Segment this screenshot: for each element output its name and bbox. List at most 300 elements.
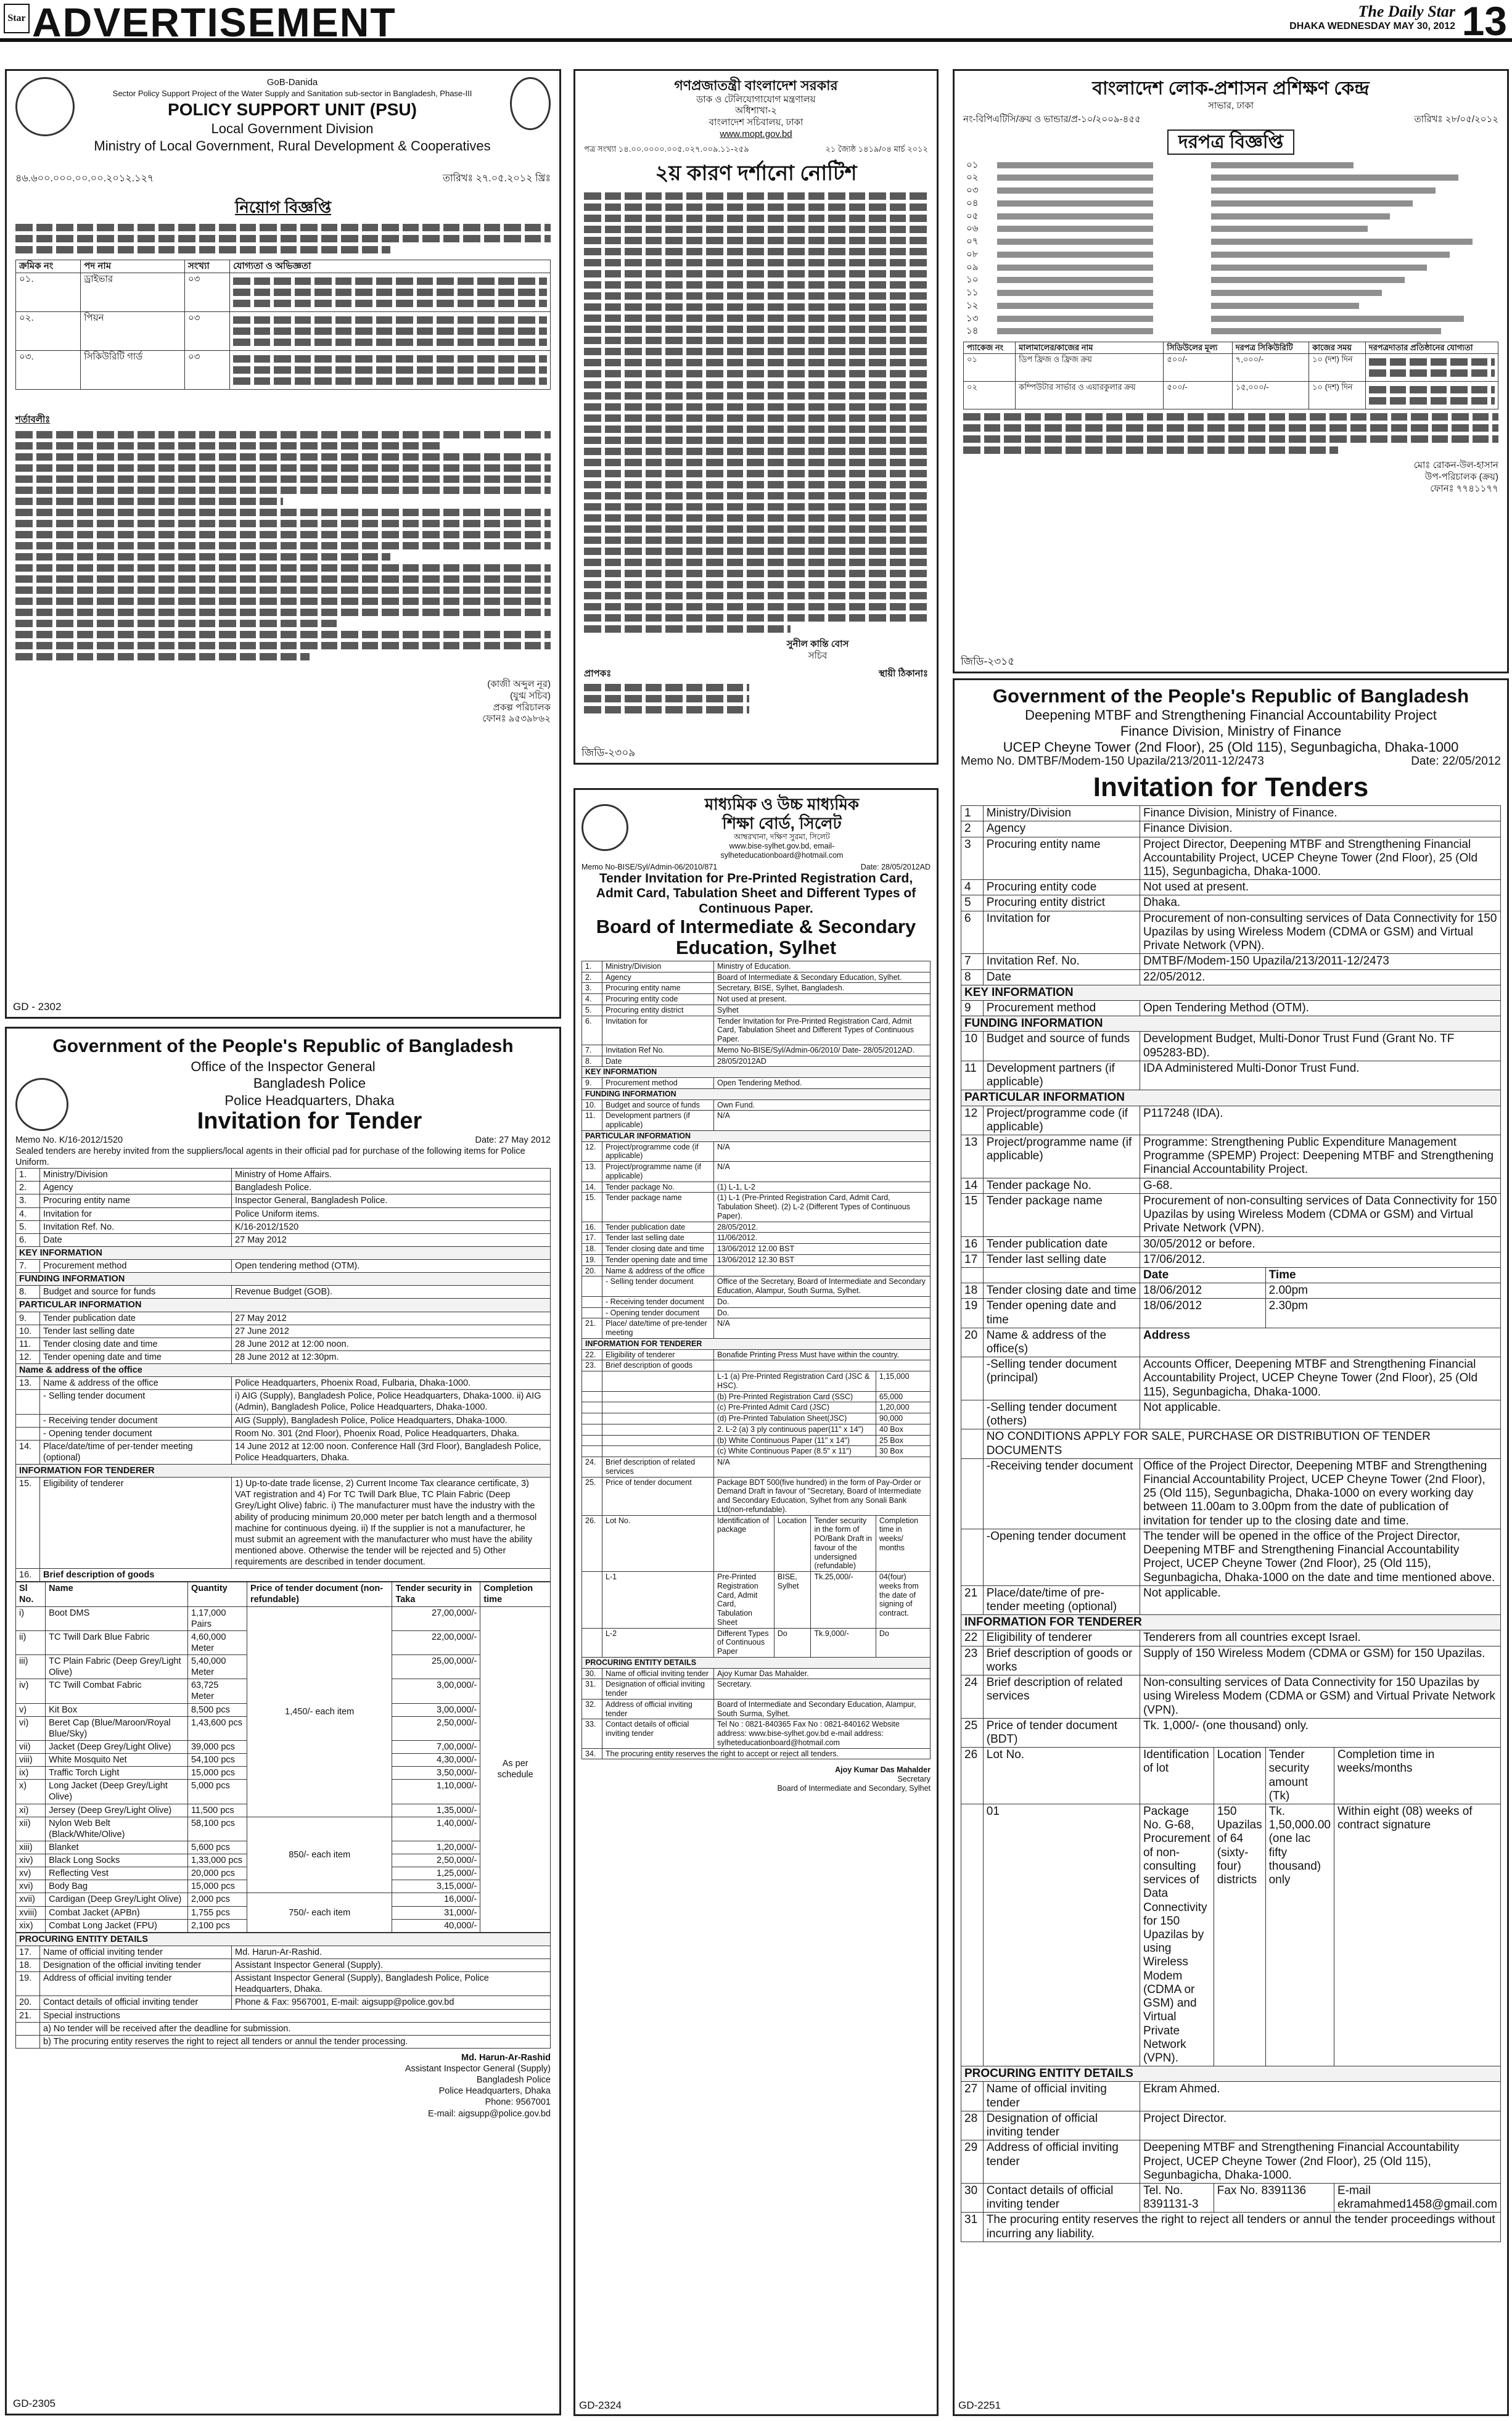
cell: Tk. 1,000/- (one thousand) only. (1140, 1718, 1500, 1747)
cell: 5 (961, 895, 984, 911)
table-row (961, 1283, 1501, 1299)
cell: 22,00,000/- (392, 1630, 480, 1654)
cell: Not used at present. (1140, 880, 1500, 895)
table-row (961, 1646, 1501, 1675)
psu-division: Local Government Division (211, 121, 374, 136)
cell: Lot No. (602, 1515, 714, 1572)
cell: The tender will be opened in the office of the Project Director, Deepening MTBF and Strengthening Financial Accountability Project, UCEP Cheyne Tower (2nd Floor), 25 (Old 115), Segunbagicha, Dhaka-1000 on the date and time mentioned above. (1140, 1529, 1500, 1585)
post-signature (707, 639, 928, 662)
police-title: Invitation for Tender (197, 1108, 422, 1134)
cell: 20. (16, 1996, 40, 2009)
cell: Date (40, 1233, 232, 1246)
table-row (582, 1100, 931, 1111)
cell: Designation of the official inviting tender (40, 1959, 232, 1972)
bpatc-footer-text (963, 413, 1498, 454)
col-completion: Completion time (480, 1582, 551, 1606)
police-logo (15, 1078, 68, 1131)
cell: Finance Division, Ministry of Finance. (1140, 806, 1500, 821)
cell: 24 (961, 1675, 984, 1719)
table-row (16, 273, 551, 312)
cell: Tender opening date and time (602, 1254, 714, 1265)
cell: - Selling tender document (40, 1390, 232, 1414)
table-row (582, 1748, 931, 1759)
table-row (582, 1276, 931, 1297)
table-row (961, 2082, 1501, 2111)
col-package: প্যাকেজ নং (964, 342, 1016, 354)
table-row (961, 1529, 1501, 1585)
table-row (963, 313, 1498, 326)
cell: Deepening MTBF and Strengthening Financial Accountability Project, UCEP Cheyne Tower (2nd Floor), 25 (Old 115), Segunbagicha, Dhaka-1000. (1140, 2140, 1500, 2184)
cell: Body Bag (46, 1880, 188, 1893)
cell: ১১ (966, 287, 979, 298)
cell: Tender closing date and time (983, 1283, 1140, 1299)
table-row (963, 223, 1498, 236)
table-row (961, 1193, 1501, 1236)
cell: Cardigan (Deep Grey/Light Olive) (46, 1893, 188, 1906)
row-value-text (1208, 171, 1498, 184)
cell: 17. (16, 1946, 40, 1959)
cell: Black Long Socks (46, 1854, 188, 1867)
cell: TC Twill Dark Blue Fabric (46, 1630, 188, 1654)
row-label-text (994, 249, 1208, 261)
cell: Tender opening date and time (983, 1299, 1140, 1328)
cell: Tender last selling date (983, 1252, 1140, 1267)
cell: PARTICULAR INFORMATION (582, 1130, 931, 1141)
cell: ৫০০/- (1164, 382, 1232, 409)
cell: Not applicable. (1140, 1585, 1500, 1614)
row-label-text (994, 210, 1208, 223)
bise-memo: Memo No-BISE/Syl/Admin-06/2010/871 (581, 862, 718, 871)
section-label: KEY INFORMATION (16, 1246, 551, 1259)
police-advertisement (5, 1027, 561, 2415)
row-label-text (994, 197, 1208, 210)
cell: Tender security in the form of PO/Bank Draft in favour of the undersigned (refundable) (811, 1515, 876, 1572)
cell: 27 June 2012 (232, 1325, 551, 1338)
cell: viii) (16, 1754, 46, 1767)
sign-name: সুনীল কান্তি বোস (786, 639, 849, 650)
cell: ix) (16, 1767, 46, 1780)
table-row (961, 806, 1501, 821)
table-row (961, 1458, 1501, 1529)
cell: 28 June 2012 at 12:30pm. (232, 1350, 551, 1363)
cell: 25 (961, 1718, 984, 1747)
cell: - Opening tender document (602, 1307, 714, 1318)
section-row (16, 1299, 551, 1312)
cell (582, 1402, 602, 1413)
cell: Revenue Budget (GOB). (232, 1286, 551, 1299)
cell: Procurement of non-consulting services of Data Connectivity for 150 Upazilas by using Wireless Modem (CDMA or GSM) and Virtual Private Network (VPN). (1140, 911, 1500, 954)
cell: 16 (961, 1236, 984, 1252)
cell: 19 (961, 1299, 984, 1328)
cell: - Selling tender document (602, 1276, 714, 1297)
bpatc-lot-table (963, 342, 1498, 409)
table-row (16, 1606, 551, 1630)
table-row (16, 1996, 551, 2009)
cell: N/A (714, 1318, 931, 1339)
cell: 3. (16, 1194, 40, 1207)
cell: 1. (16, 1169, 40, 1182)
post-body-text (584, 192, 928, 633)
bise-sylhet-tender (573, 788, 939, 2416)
cell: Procuring entity code (983, 880, 1140, 895)
finance-memo: Memo No. DMTBF/Modem-150 Upazila/213/2011-12/2473 (961, 755, 1264, 768)
cell (582, 1628, 602, 1657)
cell: 23. (582, 1360, 602, 1371)
psu-signature-block (15, 679, 551, 725)
table-row (963, 171, 1498, 184)
table-row (582, 1446, 931, 1457)
cell: (d) Pre-Printed Tabulation Sheet(JSC) (714, 1413, 876, 1424)
cell: 1,25,000/- (392, 1867, 480, 1880)
cell: 1,20,000 (876, 1402, 930, 1413)
bise-table (581, 961, 931, 1760)
sign-title: Assistant Inspector General (Supply) (405, 2064, 551, 2074)
cell: Md. Harun-Ar-Rashid. (232, 1946, 551, 1959)
cell (582, 1572, 602, 1629)
section-row (961, 1090, 1501, 1106)
ad-code: GD-2324 (579, 2399, 622, 2411)
bpatc-info-table (963, 159, 1498, 339)
table-row (582, 1193, 931, 1222)
cell: Open Tendering Method. (714, 1078, 931, 1089)
cell: Address of official inviting tender (983, 2140, 1140, 2184)
cell: Bonafide Printing Press Must have within the country. (714, 1349, 931, 1360)
cell: 2. L-2 (a) 3 ply continuous paper(11" x 14") (714, 1424, 876, 1435)
cell: Date (602, 1056, 714, 1067)
cell: - Opening tender document (40, 1427, 232, 1440)
cell: Invitation for (983, 911, 1140, 954)
row-label-text (994, 325, 1208, 338)
table-row (582, 1477, 931, 1515)
cell: Project Director, Deepening MTBF and Strengthening Financial Accountability Project, UCEP Cheyne Tower (2nd Floor), 25 (Old 115), Segunbagicha, Dhaka-1000. (1140, 837, 1500, 880)
cell: 1,43,600 pcs (187, 1716, 247, 1740)
cell: Invitation for (602, 1016, 714, 1045)
cell: Do (876, 1628, 930, 1657)
section-row (582, 1130, 931, 1141)
cell: 34. (582, 1748, 602, 1759)
cell: Time (1265, 1267, 1500, 1283)
cell: ০৬ (966, 223, 979, 234)
cell: 1 (961, 806, 984, 821)
cell: 13. (582, 1162, 602, 1182)
sign-phone: Phone: 9567001 (485, 2097, 551, 2108)
cell: ০৯ (966, 261, 979, 273)
cell: PROCURING ENTITY DETAILS (961, 2066, 1501, 2082)
cell: Boot DMS (46, 1606, 188, 1630)
bise-web: www.bise-sylhet.gov.bd, email- (729, 842, 835, 851)
cell: ০৮ (966, 249, 979, 260)
table-row (16, 1260, 551, 1273)
table-row (963, 184, 1498, 197)
cell: Date (983, 969, 1140, 985)
table-row (961, 1001, 1501, 1016)
cell: -Selling tender document (principal) (983, 1357, 1140, 1400)
cell: Combat Long Jacket (FPU) (46, 1919, 188, 1932)
cell: Ministry of Home Affairs. (232, 1169, 551, 1182)
cell: 1,10,000/- (392, 1780, 480, 1804)
cell (602, 1371, 714, 1392)
cell: Procuring entity district (983, 895, 1140, 911)
table-row (961, 1748, 1501, 1804)
psu-intro-text (15, 224, 551, 253)
cell: ১৪ (966, 326, 979, 337)
table-row (961, 1328, 1501, 1357)
cell: 18. (16, 1959, 40, 1972)
table-row (963, 274, 1498, 287)
newspaper-logo: Star (4, 4, 30, 33)
cell: Designation of official inviting tender (983, 2111, 1140, 2140)
cell: Invitation Ref. No. (983, 954, 1140, 969)
cell: 8,500 pcs (187, 1703, 247, 1716)
table-row (963, 197, 1498, 210)
cell: 18 (961, 1283, 984, 1299)
cell (582, 1446, 602, 1457)
eligibility-text (1365, 354, 1498, 382)
table-row (16, 1350, 551, 1363)
cell: L-2 (602, 1628, 714, 1657)
cell: 29 (961, 2140, 984, 2184)
cell: 31,000/- (392, 1906, 480, 1919)
cell: 9 (961, 1001, 984, 1016)
table-row (964, 382, 1498, 409)
cell: Office of the Secretary, Board of Intermediate and Secondary Education, Alampur, South Surma, Sylhet. (714, 1276, 931, 1297)
table-row (961, 2183, 1501, 2212)
row-label-text (994, 261, 1208, 274)
cell: xix) (16, 1919, 46, 1932)
col-security: Tender security in Taka (392, 1582, 480, 1606)
bpatc-date: তারিখঃ ২৮/০৫/২০১২ (1414, 114, 1498, 125)
section-label: Name & address of the office (16, 1364, 551, 1377)
bpatc-signature (963, 460, 1498, 495)
section-row (582, 1657, 931, 1668)
post-gov: গণপ্রজাতন্ত্রী বাংলাদেশ সরকার (674, 78, 838, 93)
cell: ০৩. (16, 351, 81, 390)
newspaper-name: The Daily Star (1358, 2, 1455, 20)
row-label-text (994, 313, 1208, 326)
cell: Procuring entity name (983, 837, 1140, 880)
cell: 19. (582, 1254, 602, 1265)
cell: 30. (582, 1668, 602, 1679)
post-branch: অধিশাখা-২ (735, 105, 777, 117)
cell: 1,17,000 Pairs (187, 1606, 247, 1630)
cell: 27,00,000/- (392, 1606, 480, 1630)
cell: Brief description of related services (602, 1457, 714, 1478)
cell: Name & address of the office (602, 1265, 714, 1276)
cell: xii) (16, 1817, 46, 1841)
cell: Procuring entity district (602, 1005, 714, 1016)
row-value-text (1208, 249, 1498, 261)
cell: v) (16, 1703, 46, 1716)
col-sl: Sl No. (16, 1582, 46, 1606)
cell: Development partners (if applicable) (983, 1061, 1140, 1090)
table-row (582, 1628, 931, 1657)
cell: 2,50,000/- (392, 1854, 480, 1867)
section-label: INFORMATION FOR TENDERER (16, 1465, 551, 1478)
bise-logo (581, 804, 628, 851)
cell: AIG (Supply), Bangladesh Police, Police Headquarters, Dhaka-1000. (232, 1414, 551, 1427)
cell: N/A (714, 1457, 931, 1478)
cell: TC Plain Fabric (Deep Grey/Light Olive) (46, 1655, 188, 1679)
cell: The procuring entity reserves the right to accept or reject all tenders. (602, 1748, 931, 1759)
table-row (16, 1286, 551, 1299)
cell: 2,50,000/- (392, 1716, 480, 1740)
danida-logo (510, 77, 551, 130)
cell: K/16-2012/1520 (232, 1220, 551, 1233)
table-row (16, 1478, 551, 1569)
cell: Ministry/Division (602, 961, 714, 972)
cell: 7 (961, 954, 984, 969)
cell: Beret Cap (Blue/Maroon/Royal Blue/Sky) (46, 1716, 188, 1740)
cell: G-68. (1140, 1178, 1500, 1193)
ad-code: জিডি-২৩০৯ (581, 746, 636, 758)
cell: Long Jacket (Deep Grey/Light Olive) (46, 1780, 188, 1804)
table-row (961, 880, 1501, 895)
cell: 9. (582, 1078, 602, 1089)
cell: N/A (714, 1162, 931, 1182)
cell: 11 (961, 1061, 984, 1090)
cell: 5,40,000 Meter (187, 1655, 247, 1679)
row-label-text (994, 287, 1208, 300)
cell: Tender security amount (Tk) (1265, 1748, 1334, 1804)
cell: Procurement method (602, 1078, 714, 1089)
table-row (582, 972, 931, 983)
table-row (963, 261, 1498, 274)
cell: Tender Invitation for Pre-Printed Registration Card, Admit Card, Tabulation Sheet and Different Types of Continuous Paper. (714, 1016, 931, 1045)
cell: ৭,০০০/- (1232, 354, 1309, 382)
row-value-text (1208, 313, 1498, 326)
table-row (582, 961, 931, 972)
cell: 30/05/2012 or before. (1140, 1236, 1500, 1252)
cell (961, 1267, 984, 1283)
cell: Jersey (Deep Grey/Light Olive) (46, 1804, 188, 1817)
cell: L-1 (602, 1572, 714, 1629)
table-row (961, 954, 1501, 969)
table-row (582, 994, 931, 1005)
cell: Kit Box (46, 1703, 188, 1716)
cell: সিকিউরিটি গার্ড (81, 351, 185, 390)
cell: 13. (16, 1377, 40, 1390)
table-row (16, 1569, 551, 1582)
cell: Project/programme name (if applicable) (983, 1135, 1140, 1178)
cell: Tender closing date and time (40, 1338, 232, 1350)
cell: 1,755 pcs (187, 1906, 247, 1919)
cell: Budget and source for funds (40, 1286, 232, 1299)
cell (961, 1357, 984, 1400)
police-table (15, 1168, 551, 1582)
cell: xi) (16, 1804, 46, 1817)
sign-org: Board of Intermediate and Secondary, Sylhet (777, 1783, 931, 1793)
bpatc-tender-notice (953, 69, 1509, 673)
table-row (961, 1178, 1501, 1193)
cell (582, 1371, 602, 1392)
cell: 7. (582, 1045, 602, 1056)
cell: 12. (582, 1141, 602, 1162)
cell: 21 (961, 1585, 984, 1614)
cell: PARTICULAR INFORMATION (961, 1090, 1501, 1106)
cell: Ministry/Division (40, 1169, 232, 1182)
table-row (16, 1817, 551, 1841)
cell (714, 1360, 931, 1371)
cell: Procuring entity code (602, 994, 714, 1005)
cell: Tender package name (983, 1193, 1140, 1236)
table-row (16, 1893, 551, 1906)
table-row (963, 325, 1498, 338)
table-row (961, 1630, 1501, 1646)
table-row (582, 1056, 931, 1067)
cell: Non-consulting services of Data Connectivity for 150 Upazilas by using Wireless Modem (CDMA or GSM) and Virtual Private Network (VPN). (1140, 1675, 1500, 1719)
cell: Address of official inviting tender (40, 1972, 232, 1996)
cell: Memo No-BISE/Syl/Admin-06/2010/ Date- 28/05/2012AD. (714, 1045, 931, 1056)
cell: xiv) (16, 1854, 46, 1867)
cell: Completion time in weeks/months (1334, 1748, 1500, 1804)
cell: Brief description of related services (983, 1675, 1140, 1719)
cell: a) No tender will be received after the deadline for submission. (40, 2022, 551, 2035)
cell (983, 1267, 1140, 1283)
cell: 27 (961, 2082, 984, 2111)
section-label: PARTICULAR INFORMATION (16, 1299, 551, 1312)
row-value-text (1208, 223, 1498, 236)
cell: ০৩ (184, 273, 229, 312)
bise-place: আম্বরখানা, দক্ষিণ সুরমা, সিলেট (734, 832, 830, 842)
cell: i) (16, 1606, 46, 1630)
cell: Do. (714, 1307, 931, 1318)
cell: Tender last selling date (40, 1325, 232, 1338)
cell: 22/05/2012. (1140, 969, 1500, 985)
cell: Budget and source of funds (983, 1032, 1140, 1061)
row-label-text (994, 223, 1208, 236)
col-count: সংখ্যা (184, 260, 229, 273)
bise-date: Date: 28/05/2012AD (860, 862, 931, 871)
qualification-text (229, 312, 550, 351)
cell: Ministry/Division (983, 806, 1140, 821)
cell: 25 Box (876, 1435, 930, 1446)
cell: 2 (961, 821, 984, 837)
cell: ০১ (964, 354, 1016, 382)
cell: iv) (16, 1679, 46, 1703)
cell: 58,100 pcs (187, 1817, 247, 1841)
cell: ০২ (966, 172, 979, 183)
psu-heading: নিয়োগ বিজ্ঞপ্তি (234, 198, 332, 216)
cell: ১০ (966, 274, 979, 286)
sign-role: সচিব (808, 651, 828, 661)
table-row (16, 1440, 551, 1464)
cell (16, 1427, 40, 1440)
police-memo: Memo No. K/16-2012/1520 (15, 1135, 123, 1145)
post-memo: পত্র সংখ্যা ১৪.০০.০০০০.০০৫.০২৭.০০৯.১১-২৫৯ (584, 144, 749, 154)
table-row (582, 1141, 931, 1162)
cell: Open Tendering Method (OTM). (1140, 1001, 1500, 1016)
cell: 13/06/2012 12.30 BST (714, 1254, 931, 1265)
cell: Office of the Project Director, Deepening MTBF and Strengthening Financial Accountability Project, UCEP Cheyne Tower (2nd Floor), 25 (Old 115), Segunbagicha, Dhaka-1000 on every working day between 11.00am to 3.00pm from the date of publication of invitation for tender up to the closing date and time. (1140, 1458, 1500, 1529)
cell: Police Headquarters, Phoenix Road, Fulbaria, Dhaka-1000. (232, 1377, 551, 1390)
cell: 39,000 pcs (187, 1740, 247, 1753)
cell: কম্পিউটার সার্ভার ও এয়ারকুলার ক্রয় (1016, 382, 1164, 409)
sign-phone: ফোনঃ ৭৭৪১১৭৭ (1430, 483, 1498, 494)
cell: Traffic Torch Light (46, 1767, 188, 1780)
table-row (963, 300, 1498, 313)
police-date: Date: 27 May 2012 (475, 1135, 551, 1145)
cell: 1,33,000 pcs (187, 1854, 247, 1867)
table-row (16, 1207, 551, 1220)
cell: Tender last selling date (602, 1233, 714, 1244)
ad-code: GD - 2302 (13, 1000, 62, 1013)
table-row (963, 249, 1498, 261)
cell: Project Director. (1140, 2111, 1500, 2140)
table-row (961, 1357, 1501, 1400)
cell: Tel. No. 8391131-3 (1140, 2183, 1214, 2212)
table-row (582, 1349, 931, 1360)
table-row (582, 1254, 931, 1265)
